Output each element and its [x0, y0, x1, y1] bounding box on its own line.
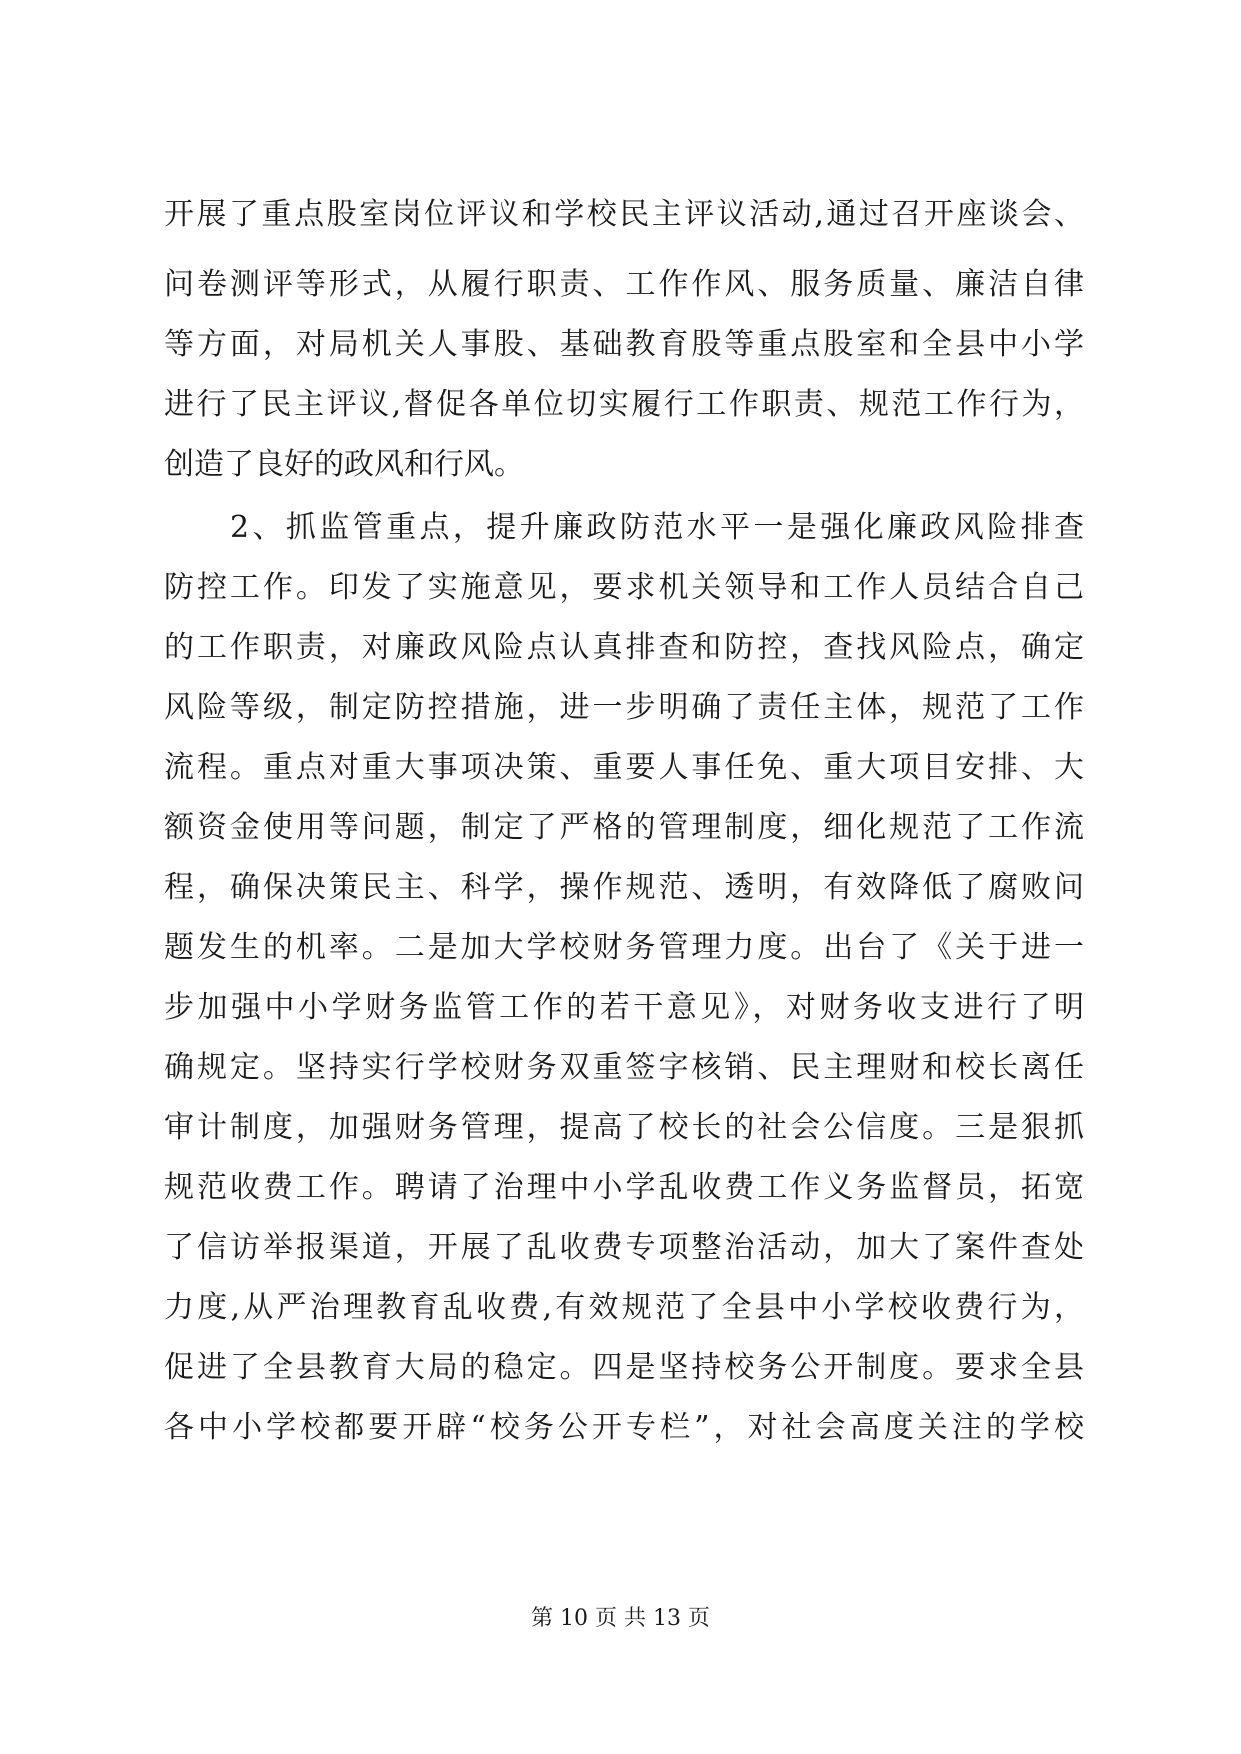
text-line-19: 力度,从严治理教育乱收费,有效规范了全县中小学校收费行为，	[164, 1290, 1084, 1325]
text-line-13: 题发生的机率。二是加大学校财务管理力度。出台了《关于进一	[164, 930, 1084, 965]
text-line-18: 了信访举报渠道，开展了乱收费专项整治活动，加大了案件查处	[164, 1230, 1084, 1265]
text-line-11: 额资金使用等问题，制定了严格的管理制度，细化规范了工作流	[164, 810, 1084, 845]
page-number-footer: 第 10 页 共 13 页	[531, 1606, 710, 1631]
text-line-4: 进行了民主评议,督促各单位切实履行工作职责、规范工作行为，	[164, 387, 1084, 422]
text-line-20: 促进了全县教育大局的稳定。四是坚持校务公开制度。要求全县	[164, 1350, 1084, 1385]
text-line-14: 步加强中小学财务监管工作的若干意见》，对财务收支进行了明	[164, 990, 1084, 1025]
text-line-6: 2、抓监管重点，提升廉政防范水平一是强化廉政风险排查	[230, 510, 1084, 545]
text-line-5: 创造了良好的政风和行风。	[164, 447, 524, 482]
text-line-7: 防控工作。印发了实施意见，要求机关领导和工作人员结合自己	[164, 570, 1084, 605]
text-line-9: 风险等级，制定防控措施，进一步明确了责任主体，规范了工作	[164, 690, 1084, 725]
text-line-17: 规范收费工作。聘请了治理中小学乱收费工作义务监督员，拓宽	[164, 1170, 1084, 1205]
text-line-16: 审计制度，加强财务管理，提高了校长的社会公信度。三是狠抓	[164, 1110, 1084, 1145]
text-line-15: 确规定。坚持实行学校财务双重签字核销、民主理财和校长离任	[164, 1050, 1084, 1085]
text-line-3: 等方面，对局机关人事股、基础教育股等重点股室和全县中小学	[164, 327, 1084, 362]
text-line-21: 各中小学校都要开辟“校务公开专栏”，对社会高度关注的学校	[164, 1410, 1084, 1445]
text-line-2: 问卷测评等形式，从履行职责、工作作风、服务质量、廉洁自律	[164, 267, 1084, 302]
text-line-12: 程，确保决策民主、科学，操作规范、透明，有效降低了腐败问	[164, 870, 1084, 905]
text-line-10: 流程。重点对重大事项决策、重要人事任免、重大项目安排、大	[164, 750, 1084, 785]
text-line-1: 开展了重点股室岗位评议和学校民主评议活动,通过召开座谈会、	[164, 197, 1084, 232]
text-line-8: 的工作职责，对廉政风险点认真排查和防控，查找风险点，确定	[164, 630, 1084, 665]
